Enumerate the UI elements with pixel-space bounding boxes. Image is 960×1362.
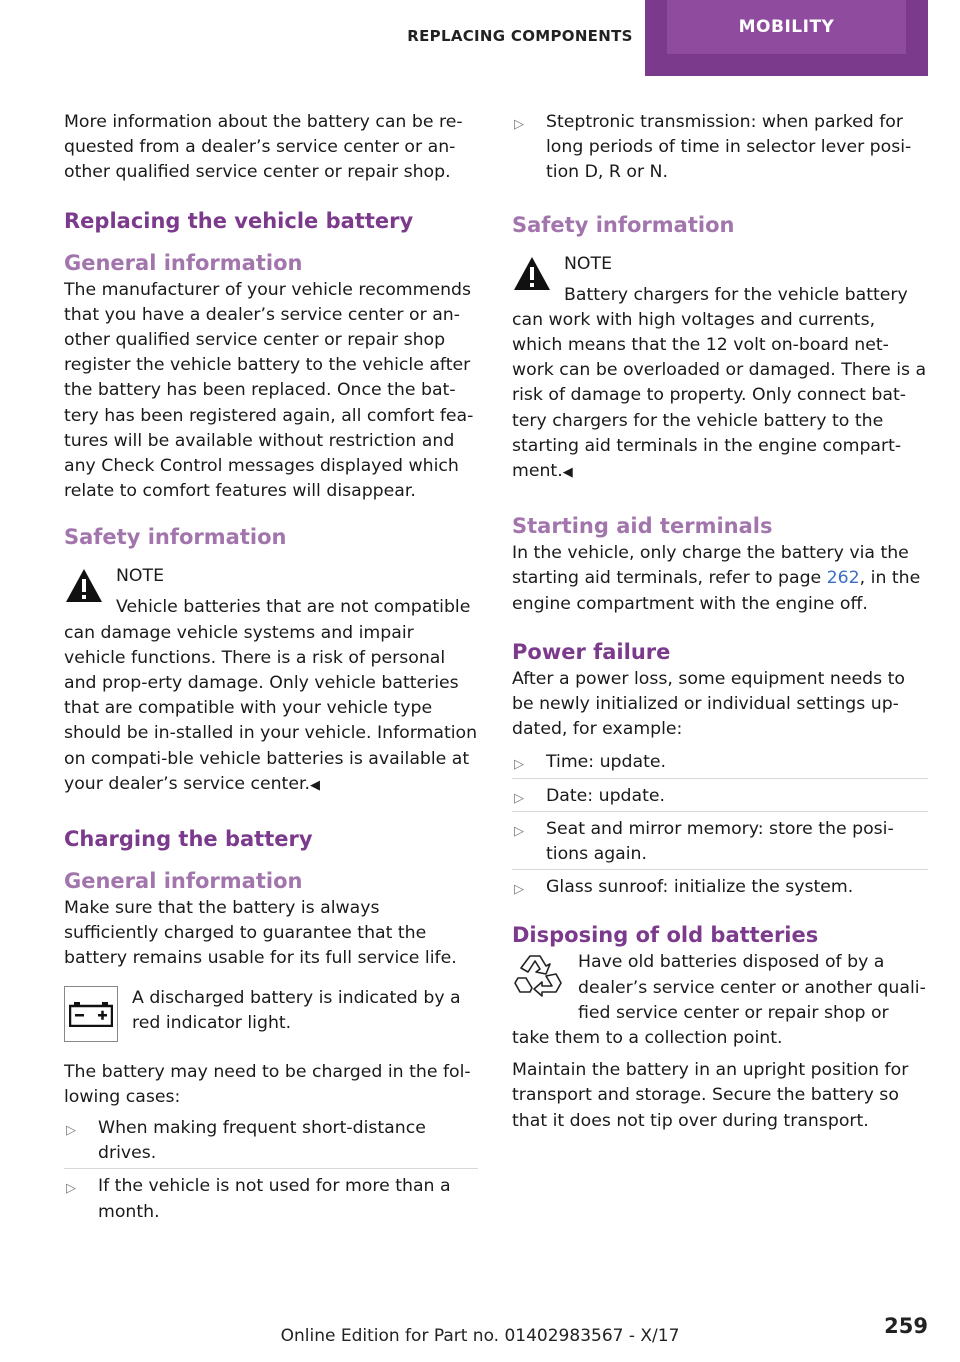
charge-cases-list <box>64 1116 478 1227</box>
warning-triangle-icon <box>64 566 104 606</box>
bullet-triangle-icon: ▷ <box>66 1123 76 1139</box>
end-mark: ◀ <box>309 777 320 793</box>
cases-intro: The battery may need to be charged in the fol-lowing cases: <box>64 1061 471 1107</box>
note-first-line: Vehicle batteries that are not compatible <box>116 597 471 618</box>
bullet-triangle-icon: ▷ <box>514 790 524 806</box>
battery-indicator-text: A discharged battery is indicated by a red indicator light. <box>132 987 461 1033</box>
list-item: ▷ When making frequent short-distance drives. <box>66 1118 426 1164</box>
power-failure-list <box>512 750 928 902</box>
bullet-triangle-icon: ▷ <box>514 882 524 898</box>
list-item: ▷ Steptronic transmission: when parked for long periods of time in selector lever posi-tion D, R or N. <box>514 112 912 183</box>
safety-note <box>64 564 478 798</box>
page-reference-link[interactable]: 262 <box>826 568 860 589</box>
list-item: ▷ If the vehicle is not used for more than a month. <box>64 1168 478 1226</box>
list-item: ▷ Glass sunroof: initialize the system. <box>512 869 928 902</box>
bullet-triangle-icon: ▷ <box>514 757 524 773</box>
warning-triangle-icon <box>512 254 552 294</box>
battery-icon <box>64 986 118 1042</box>
starting-aid-paragraph: In the vehicle, only charge the battery via the starting aid terminals, refer to page 262, in the engine compartment with the engine off. <box>512 543 921 614</box>
heading-general-information: General information <box>64 250 303 275</box>
heading-safety-information-2: Safety information <box>512 212 735 237</box>
disposal-text: Have old batteries disposed of by a dealer’s service center or another quali-fied service center or repair shop or <box>578 952 926 1023</box>
recycle-icon <box>512 952 566 1004</box>
chapter-tab <box>645 0 928 76</box>
footer-edition: Online Edition for Part no. 01402983567 - X/17 <box>280 1326 680 1346</box>
page-number: 259 <box>884 1314 928 1338</box>
heading-power-failure: Power failure <box>512 639 671 664</box>
disposal-text-cont: take them to a collection point. <box>512 1028 783 1049</box>
charging-paragraph: Make sure that the battery is always sufficiently charged to guarantee that the battery remains usable for its full service life. <box>64 898 457 969</box>
bullet-triangle-icon: ▷ <box>514 823 524 839</box>
intro-paragraph: More information about the battery can be re-quested from a dealer’s service center or an-other qualified service center or repair shop. <box>64 112 463 183</box>
left-column <box>64 110 478 1227</box>
power-failure-paragraph: After a power loss, some equipment needs to be newly initialized or individual settings up-dated, for example: <box>512 668 905 740</box>
list-item: ▷ Date: update. <box>512 778 928 811</box>
heading-charging-battery: Charging the battery <box>64 827 313 852</box>
heading-starting-aid-terminals: Starting aid terminals <box>512 514 773 539</box>
chapter-tab-label: MOBILITY <box>667 0 906 54</box>
heading-general-information-2: General information <box>64 869 303 894</box>
general-info-paragraph: The manufacturer of your vehicle recommends that you have a dealer’s service center or an-other qualified service center or repair shop register the vehicle battery to the vehicle after the battery has been replaced. Once the bat-tery has been registered again, all comfort fea-tures will be available without restriction and any Check Control messages displayed which relate to comfort features will disappear. <box>64 279 474 502</box>
heading-disposing-batteries: Disposing of old batteries <box>512 923 819 948</box>
list-item: ▷ Seat and mirror memory: store the posi-tions again. <box>512 811 928 869</box>
disposal-note <box>512 950 928 1026</box>
list-item: ▷ Time: update. <box>512 750 928 777</box>
battery-indicator-note <box>64 986 478 1042</box>
right-column <box>512 110 928 1134</box>
charge-cases-list-cont <box>512 110 928 188</box>
heading-replacing-battery: Replacing the vehicle battery <box>64 208 414 233</box>
bullet-triangle-icon: ▷ <box>66 1181 76 1197</box>
charger-safety-note <box>512 252 928 486</box>
bullet-triangle-icon: ▷ <box>514 117 524 132</box>
end-mark: ◀ <box>562 465 573 481</box>
note-body: can work with high voltages and currents, which means that the 12 volt on-board net-work can be overloaded or damaged. There is a risk of damage to property. Only connect bat-tery chargers for the vehicle battery to the starting aid terminals in the engine compart-ment. <box>512 309 927 482</box>
heading-safety-information: Safety information <box>64 525 287 550</box>
note-label: NOTE <box>564 253 613 274</box>
maintain-paragraph: Maintain the battery in an upright position for transport and storage. Secure the battery so that it does not tip over during transport. <box>512 1060 909 1131</box>
note-label: NOTE <box>116 566 165 587</box>
note-first-line: Battery chargers for the vehicle battery <box>564 284 908 305</box>
note-body: can damage vehicle systems and impair vehicle functions. There is a risk of personal and prop-erty damage. Only vehicle batteries that are compatible with your vehicle type should be in-stalled in your vehicle. Information on compati-ble vehicle batteries is available at your dealer’s service center. <box>64 622 478 794</box>
running-header-section: REPLACING COMPONENTS <box>407 27 633 45</box>
